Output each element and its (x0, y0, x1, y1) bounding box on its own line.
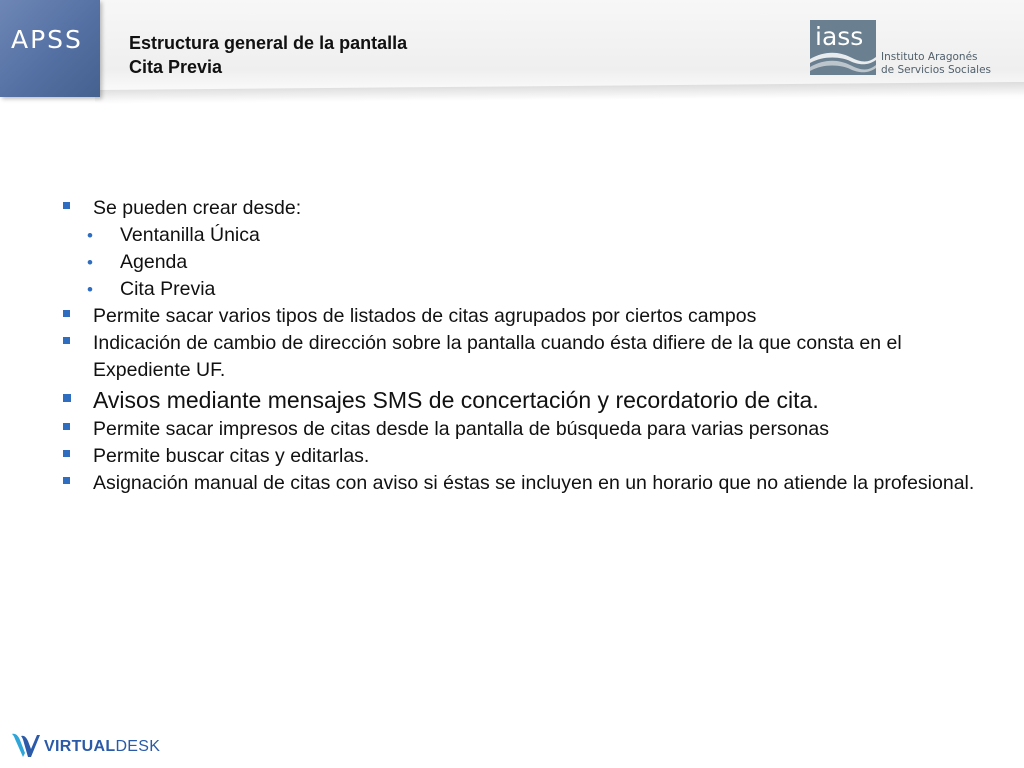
iass-logo (810, 20, 1000, 76)
virtualdesk-mark-icon (11, 731, 41, 759)
dot-bullet-icon: • (87, 253, 93, 272)
virtualdesk-logo-text: VIRTUALDESK (44, 738, 161, 755)
page-title-line-2: Cita Previa (129, 57, 223, 77)
page-title-line-1: Estructura general de la pantalla (129, 33, 408, 53)
list-item-text: Asignación manual de citas con aviso si éstas se incluyen en un horario que no atiende la profesional. (93, 472, 975, 494)
list-item (60, 195, 990, 222)
list-item-text: Permite buscar citas y editarlas. (93, 445, 370, 467)
list-subitem-text: Ventanilla Única (120, 224, 260, 246)
list-item (60, 443, 990, 470)
list-item-text: Permite sacar varios tipos de listados de citas agrupados por ciertos campos (93, 305, 757, 327)
list-item-text: Se pueden crear desde: (93, 197, 302, 219)
page-title (129, 31, 407, 79)
iass-logo-mark (810, 20, 876, 75)
list-item (60, 386, 990, 414)
list-subitem (60, 249, 990, 276)
square-bullet-icon (63, 394, 71, 402)
list-item-text: Avisos mediante mensajes SMS de concertación y recordatorio de cita. (93, 387, 819, 413)
square-bullet-icon (63, 450, 70, 457)
dot-bullet-icon: • (87, 280, 93, 299)
list-subitem (60, 276, 990, 303)
list-item (60, 303, 990, 330)
apss-logo-text: APSS (11, 25, 83, 54)
virtualdesk-logo (11, 731, 171, 761)
list-item-text: Indicación de cambio de dirección sobre la pantalla cuando ésta difiere de la que consta en el Expediente UF. (93, 332, 902, 381)
square-bullet-icon (63, 477, 70, 484)
square-bullet-icon (63, 423, 70, 430)
square-bullet-icon (63, 337, 70, 344)
iass-name-line-1: Instituto Aragonés (881, 51, 978, 63)
list-item-text: Permite sacar impresos de citas desde la pantalla de búsqueda para varias personas (93, 418, 830, 440)
bullet-list (60, 195, 990, 497)
apss-logo (0, 0, 100, 97)
list-item (60, 330, 990, 384)
iass-logo-mark-text: iass (815, 22, 864, 51)
iass-name-line-2: de Servicios Sociales (881, 64, 992, 76)
iass-logo-name (881, 51, 991, 77)
list-subitem-text: Agenda (120, 251, 188, 273)
wave-icon (810, 51, 876, 75)
list-subitem-text: Cita Previa (120, 278, 216, 300)
list-item (60, 470, 990, 497)
square-bullet-icon (63, 202, 70, 209)
list-subitem (60, 222, 990, 249)
square-bullet-icon (63, 310, 70, 317)
list-item (60, 416, 990, 443)
dot-bullet-icon: • (87, 226, 93, 245)
